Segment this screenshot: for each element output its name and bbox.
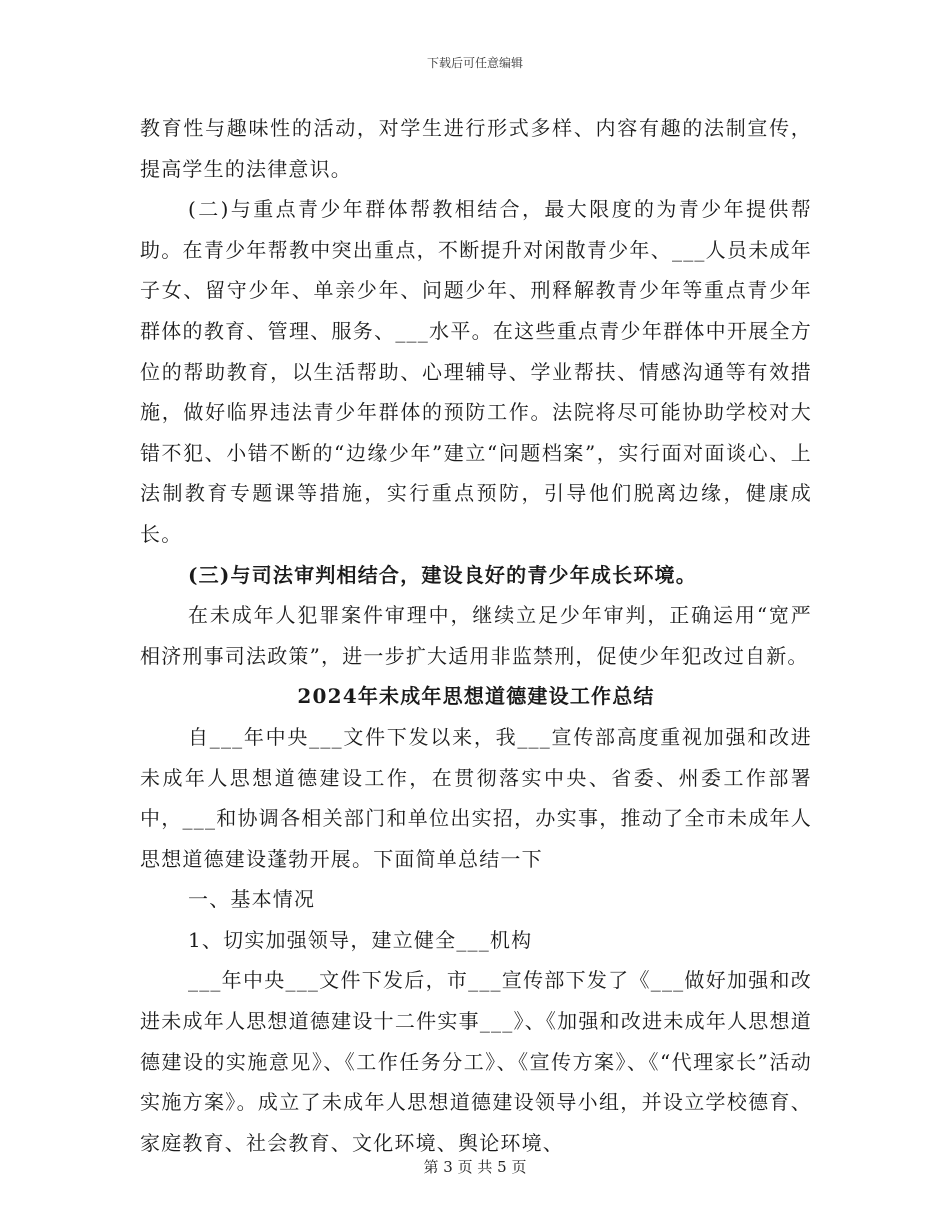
paragraph-intro: 自___年中央___文件下发以来，我___宣传部高度重视加强和改进未成年人思想道德建设工作，在贯彻落实中央、省委、州委工作部署中，___和协调各相关部门和单位出实招，办实事，推动了全市未成年人思想道德建设蓬勃开展。下面简单总结一下 [140,724,812,871]
paragraph-continuation: 教育性与趣味性的活动，对学生进行形式多样、内容有趣的法制宣传，提高学生的法律意识。 [140,116,812,181]
document-title: 2024年未成年思想道德建设工作总结 [297,684,655,709]
paragraph-section-three: 在未成年人犯罪案件审理中，继续立足少年审判，正确运用“宽严相济刑事司法政策”，进一步扩大适用非监禁刑，促使少年犯改过自新。 [140,603,812,668]
document-body [140,108,812,1163]
paragraph-leadership: ___年中央___文件下发后，市___宣传部下发了《___做好加强和改进未成年人思想道德建设十二件实事___》、《加强和改进未成年人思想道德建设的实施意见》、《工作任务分工》、《宣传方案》、《“代理家长”活动实施方案》。成立了未成年人思想道德建设领导小组，并设立学校德育、家庭教育、社会教育、文化环境、舆论环境、 [140,968,812,1155]
page-number: 第 3 页 共 5 页 [423,1158,527,1176]
page-header-note: 下载后可任意编辑 [426,56,523,70]
heading-basic-situation: 一、基本情况 [188,887,316,912]
subheading-leadership: 1、切实加强领导，建立健全___机构 [188,927,533,952]
section-three-heading: (三)与司法审判相结合，建设良好的青少年成长环境。 [188,562,697,587]
paragraph-section-two: (二)与重点青少年群体帮教相结合，最大限度的为青少年提供帮助。在青少年帮教中突出重点，不断提升对闲散青少年、___人员未成年子女、留守少年、单亲少年、问题少年、刑释解教青少年等重点青少年群体的教育、管理、服务、___水平。在这些重点青少年群体中开展全方位的帮助教育，以生活帮助、心理辅导、学业帮扶、情感沟通等有效措施，做好临界违法青少年群体的预防工作。法院将尽可能协助学校对大错不犯、小错不断的“边缘少年”建立“问题档案”，实行面对面谈心、上法制教育专题课等措施，实行重点预防，引导他们脱离边缘，健康成长。 [140,197,812,546]
